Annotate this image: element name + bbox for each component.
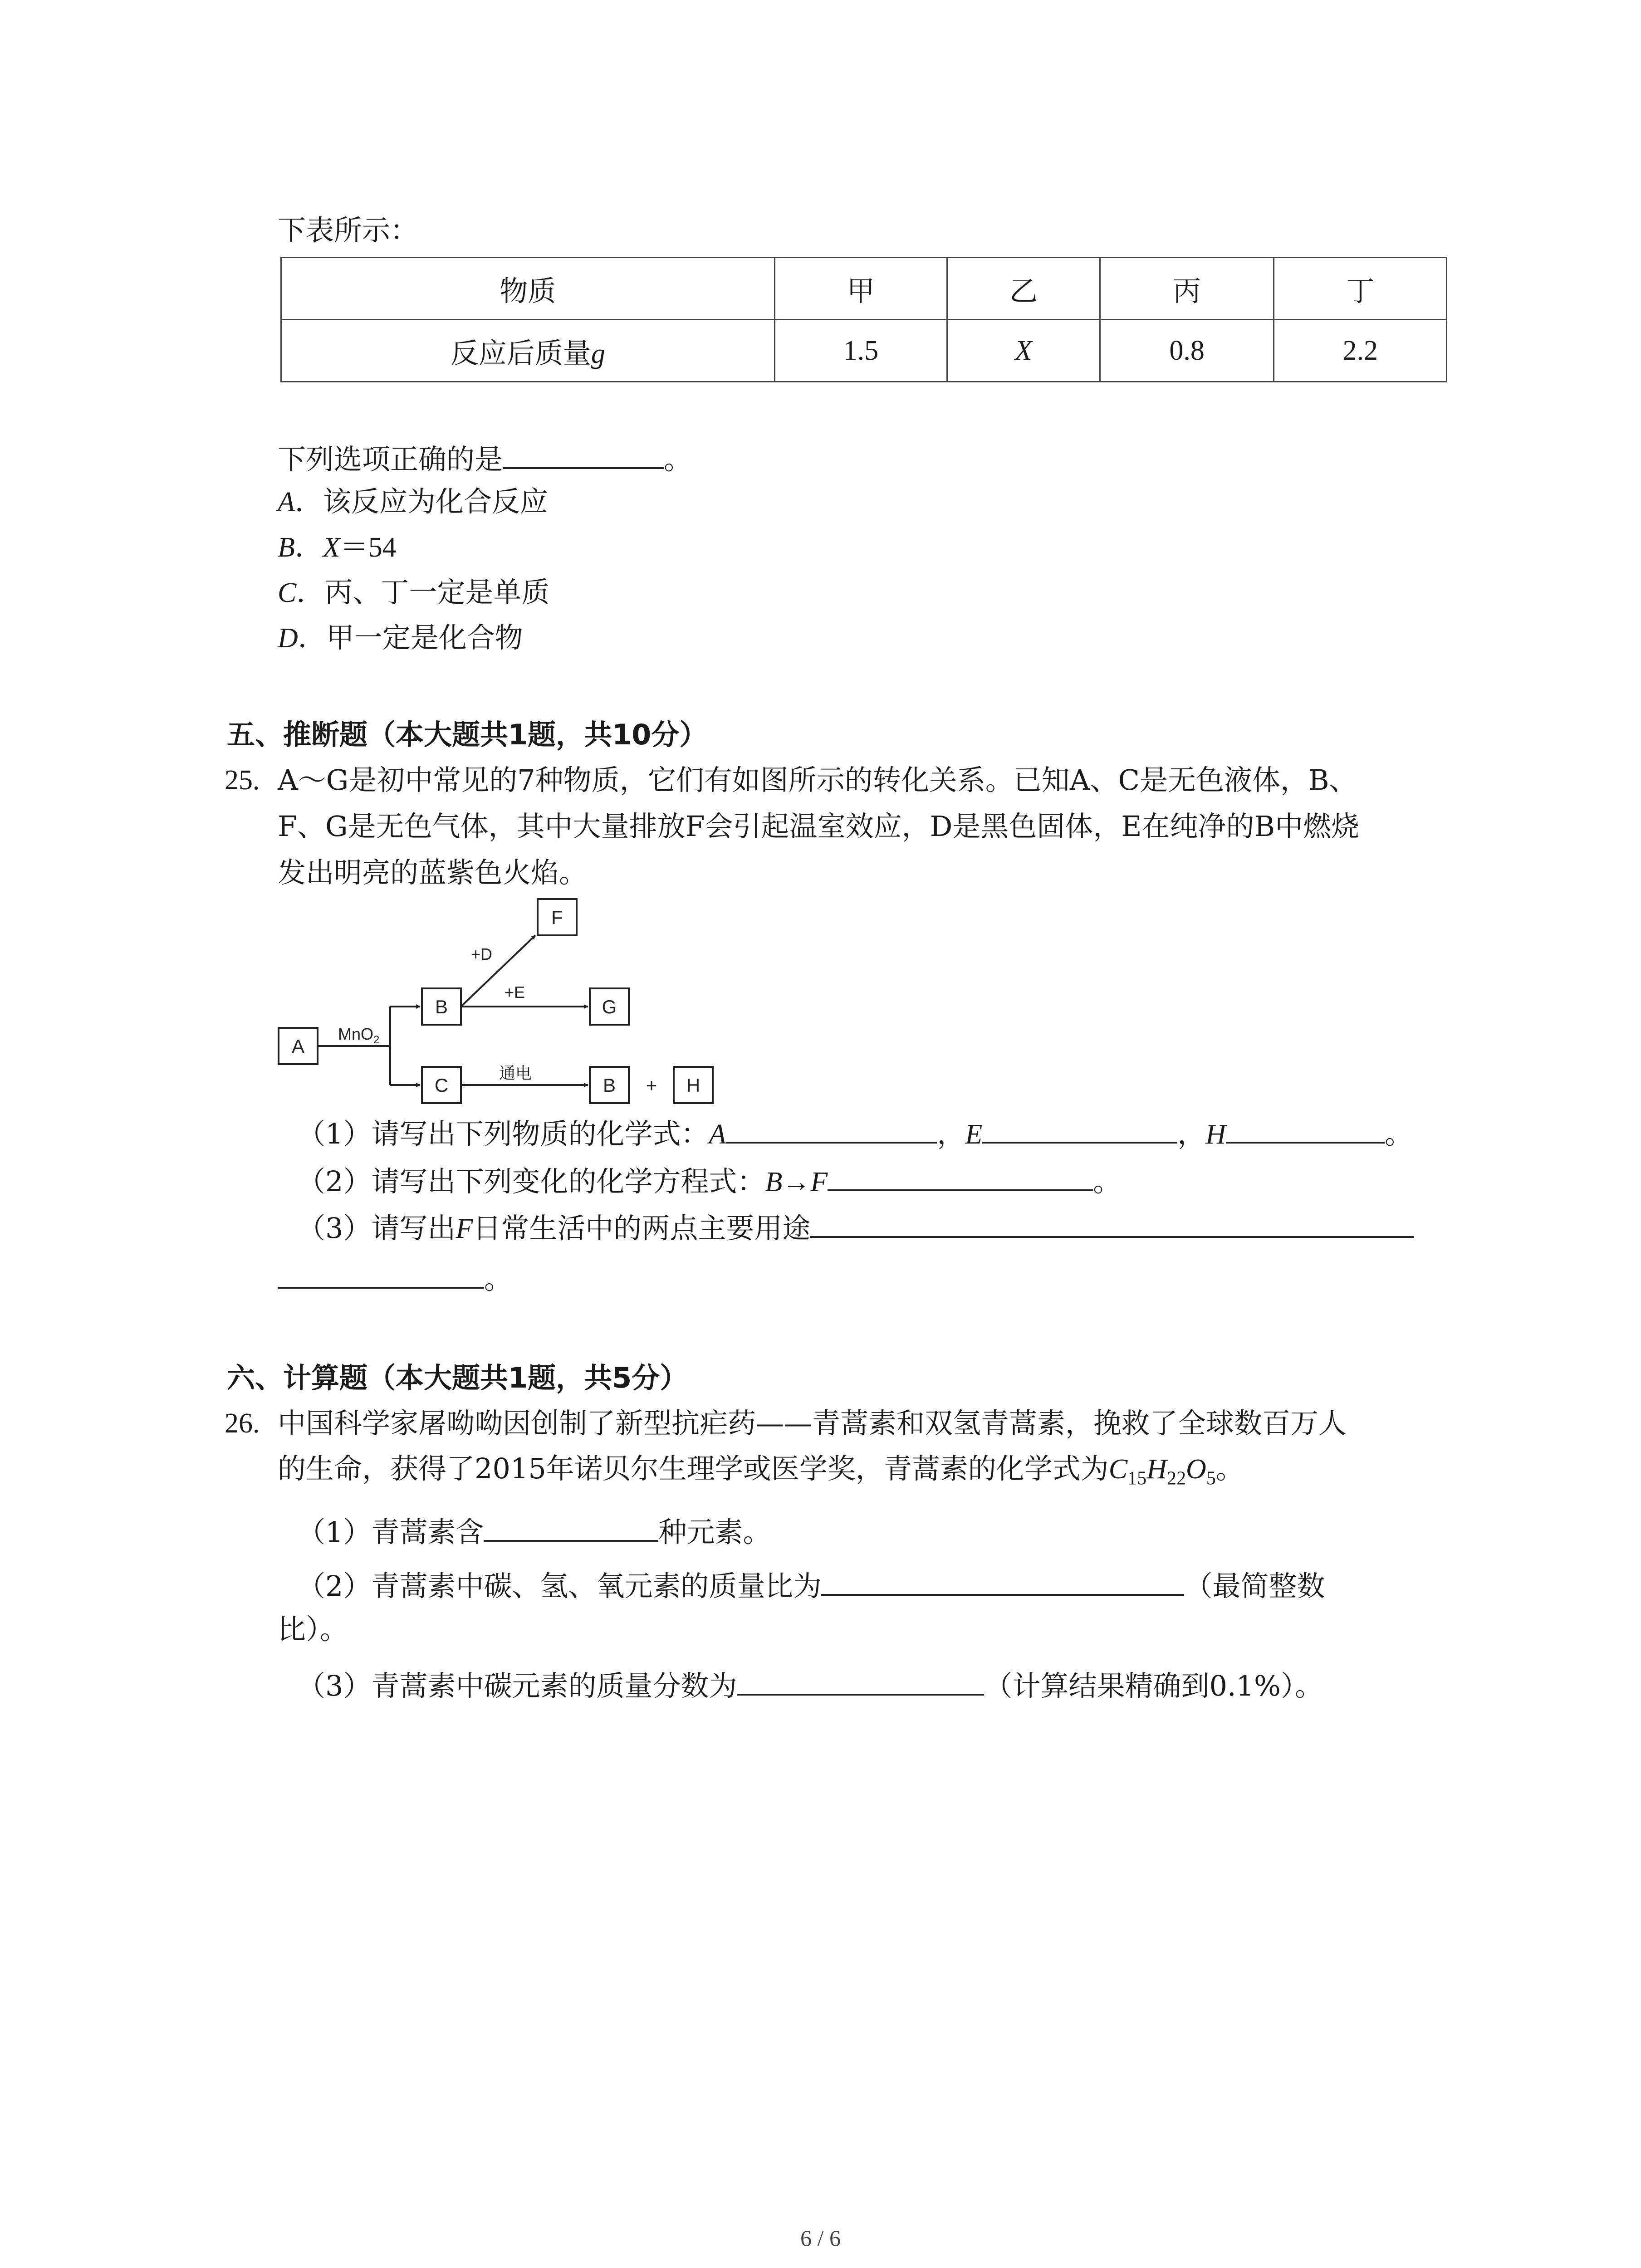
- catalyst-label: MnO$_2$: [338, 1025, 380, 1046]
- arrow-b-to-f: [461, 935, 535, 1007]
- plus-d-label: +D: [471, 945, 493, 963]
- table-header-cell: 丙: [1100, 258, 1274, 320]
- node-h-box: [674, 1067, 713, 1103]
- answer-blank-mass-fraction[interactable]: [737, 1666, 984, 1696]
- q26-sub3: （3）青蒿素中碳元素的质量分数为 （计算结果精确到0.1%）。: [297, 1666, 1323, 1704]
- answer-blank-mass-ratio[interactable]: [821, 1566, 1184, 1596]
- electrolysis-label: 通电: [499, 1064, 532, 1083]
- node-h-label: H: [686, 1075, 700, 1096]
- answer-blank-equation[interactable]: [828, 1161, 1093, 1191]
- answer-blank-uses[interactable]: [810, 1208, 1414, 1238]
- section-5-title: 五、推断题（本大题共1题，共10分）: [227, 718, 708, 751]
- table-cell: 1.5: [774, 320, 947, 382]
- node-c-box: [422, 1067, 461, 1103]
- q25-number: 25.: [225, 765, 260, 796]
- q25-text-line-1: A～G是初中常见的7种物质，它们有如图所示的转化关系。已知A、C是无色液体，B、: [278, 763, 1357, 797]
- node-c-label: C: [434, 1075, 449, 1096]
- plus-e-label: +E: [505, 983, 525, 1002]
- node-a-box: [279, 1028, 318, 1064]
- q24-prompt: 下列选项正确的是 。: [278, 439, 692, 478]
- q24-option-d: D．甲一定是化合物: [278, 621, 523, 654]
- node-a-label: A: [291, 1036, 305, 1057]
- node-b-label: B: [435, 996, 448, 1017]
- answer-blank-uses-cont[interactable]: [278, 1259, 484, 1289]
- q25-sub3: （3）请写出F日常生活中的两点主要用途: [297, 1208, 1414, 1247]
- q25-sub2: （2）请写出下列变化的化学方程式：B→F 。: [297, 1161, 1121, 1200]
- q25-sub3-cont: 。: [278, 1259, 512, 1297]
- node-g-box: [590, 988, 629, 1025]
- answer-blank-element-count[interactable]: [484, 1512, 658, 1542]
- answer-blank[interactable]: [503, 439, 664, 469]
- plus-sign: +: [646, 1075, 657, 1096]
- table-row-label: 反应后质量g: [281, 320, 775, 382]
- answer-blank-a[interactable]: [726, 1114, 937, 1144]
- answer-blank-e[interactable]: [982, 1114, 1177, 1144]
- q24-option-c: C．丙、丁一定是单质: [278, 576, 550, 609]
- node-b-box: [422, 988, 461, 1025]
- answer-blank-h[interactable]: [1226, 1114, 1385, 1144]
- q26-sub2-cont: 比）。: [278, 1613, 348, 1646]
- mass-table: [280, 257, 1447, 382]
- page-number: 6 / 6: [800, 2225, 841, 2251]
- q26-text-line-2: 的生命，获得了2015年诺贝尔生理学或医学奖，青蒿素的化学式为$C_{15}H_{22}O_5$。: [278, 1452, 1244, 1489]
- table-header-cell: 物质: [281, 258, 775, 320]
- table-intro: 下表所示：: [278, 214, 419, 247]
- node-g-label: G: [602, 996, 617, 1017]
- table-header-row: [281, 258, 1447, 320]
- section-6-title: 六、计算题（本大题共1题，共5分）: [227, 1361, 688, 1394]
- q25-sub1: （1）请写出下列物质的化学式：A ，E ，H 。: [297, 1114, 1413, 1153]
- q26-sub1: （1）青蒿素含 种元素。: [297, 1512, 771, 1550]
- table-header-cell: 丁: [1274, 258, 1447, 320]
- table-cell: X: [947, 320, 1100, 382]
- q25-text-line-3: 发出明亮的蓝紫色火焰。: [278, 856, 588, 889]
- table-header-cell: 甲: [774, 258, 947, 320]
- node-f-label: F: [551, 907, 563, 928]
- table-header-cell: 乙: [947, 258, 1100, 320]
- q26-text-line-1: 中国科学家屠呦呦因创制了新型抗疟药——青蒿素和双氢青蒿素，挽救了全球数百万人: [278, 1407, 1347, 1440]
- q26-sub2: （2）青蒿素中碳、氢、氧元素的质量比为 （最简整数: [297, 1566, 1325, 1604]
- table-cell: 0.8: [1100, 320, 1274, 382]
- node-b2-box: [590, 1067, 629, 1103]
- table-cell: 2.2: [1274, 320, 1447, 382]
- node-f-box: [538, 899, 577, 935]
- node-b2-label: B: [603, 1075, 616, 1096]
- q24-option-b: B．X＝54: [278, 530, 397, 563]
- q24-option-a: A．该反应为化合反应: [278, 485, 548, 518]
- q26-number: 26.: [225, 1408, 260, 1439]
- table-row: [281, 320, 1447, 382]
- q25-text-line-2: F、G是无色气体，其中大量排放F会引起温室效应，D是黑色固体，E在纯净的B中燃烧: [278, 810, 1360, 843]
